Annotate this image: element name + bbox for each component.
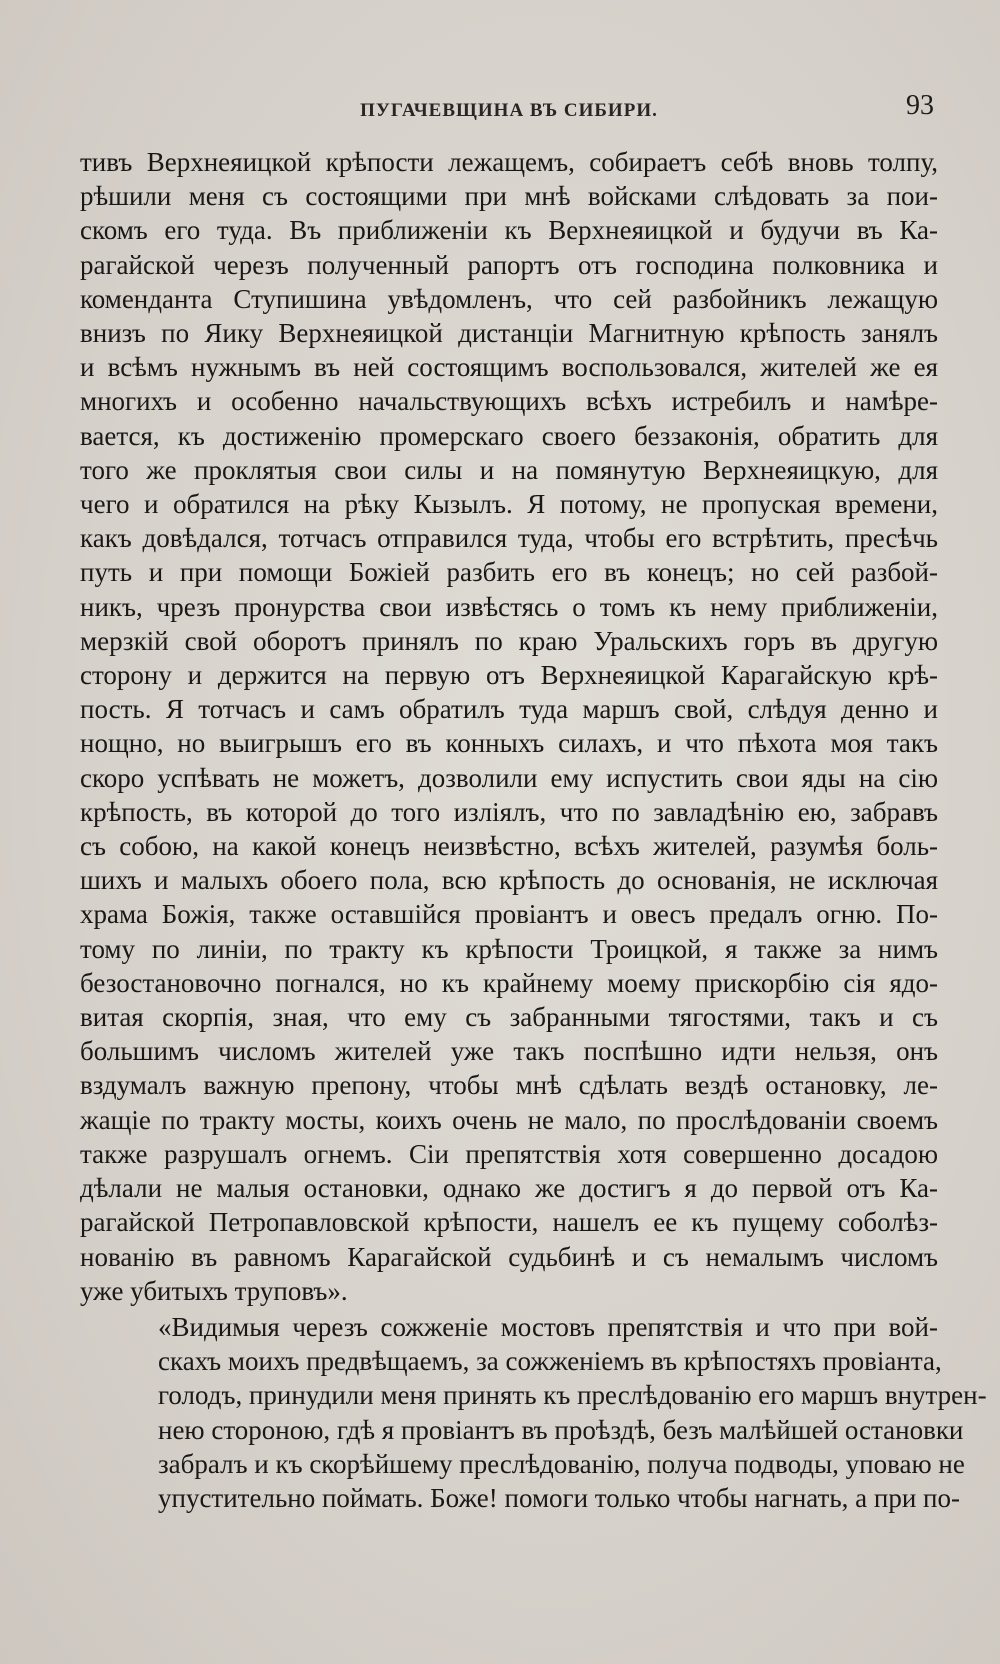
text-line: витая скорпія, зная, что ему съ забранными тягостями, такъ и съ — [80, 1002, 938, 1033]
text-line: коменданта Ступишина увѣдомленъ, что сей разбойникъ лежащую — [80, 283, 938, 314]
text-line: забралъ и къ скорѣйшему преслѣдованію, получа подводы, уповаю не — [158, 1448, 965, 1479]
text-line: мерзкій свой оборотъ принялъ по краю Уральскихъ горъ въ другую — [80, 625, 938, 656]
text-line: съ собою, на какой конецъ неизвѣстно, всѣхъ жителей, разумѣя боль- — [80, 831, 938, 862]
text-line: многихъ и особенно начальствующихъ всѣхъ истребилъ и намѣре- — [80, 386, 938, 417]
page-header — [80, 90, 938, 134]
text-line: никъ, чрезъ пронурства свои извѣстясь о томъ къ нему приближеніи, — [80, 591, 938, 622]
text-line: также разрушалъ огнемъ. Сіи препятствія хотя совершенно досадою — [80, 1138, 938, 1169]
paragraph-2 — [80, 1310, 987, 1515]
text-line: вздумалъ важную препону, чтобы мнѣ сдѣлать вездѣ остановку, ле- — [80, 1070, 938, 1101]
text-line: путь и при помощи Божіей разбить его въ конецъ; но сей разбой- — [80, 557, 938, 588]
text-line: рагайской Петропавловской крѣпости, нашелъ ее къ пущему соболѣз- — [80, 1207, 938, 1238]
text-line: безостановочно погнался, но къ крайнему моему прискорбію сія ядо- — [80, 967, 938, 998]
text-line: чего и обратился на рѣку Кызылъ. Я потому, не пропуская времени, — [80, 489, 938, 520]
text-line: тому по линіи, по тракту къ крѣпости Троицкой, я также за нимъ — [80, 933, 938, 964]
text-line: нованію въ равномъ Карагайской судьбинѣ и съ немалымъ числомъ — [80, 1241, 938, 1272]
text-line: того же проклятыя свои силы и на помянутую Верхнеяицкую, для — [80, 454, 938, 485]
text-line: нею стороною, гдѣ я провіантъ въ проѣздѣ, безъ малѣйшей остановки — [158, 1414, 964, 1445]
page-number: 93 — [906, 90, 934, 121]
paragraph-1 — [80, 145, 938, 1308]
text-line: дѣлали не малыя остановки, однако же достигъ я до первой отъ Ка- — [80, 1173, 938, 1204]
text-line: пость. Я тотчасъ и самъ обратилъ туда маршъ свой, слѣдуя денно и — [80, 694, 938, 725]
text-line: внизъ по Яику Верхнеяицкой дистанціи Магнитную крѣпость занялъ — [80, 318, 938, 349]
body-text — [80, 145, 987, 1515]
text-line: скахъ моихъ предвѣщаемъ, за сожженіемъ въ крѣпостяхъ провіанта, — [158, 1346, 942, 1377]
text-line: крѣпость, въ которой до того изліялъ, что по завладѣнію ею, забравъ — [80, 796, 938, 827]
text-line: «Видимыя черезъ сожженіе мостовъ препятствія и что при вой- — [158, 1311, 938, 1342]
text-line: сторону и держится на первую отъ Верхнеяицкой Карагайскую крѣ- — [80, 660, 938, 691]
text-line: тивъ Верхнеяицкой крѣпости лежащемъ, собираетъ себѣ вновь толпу, — [80, 147, 938, 177]
text-line: скоро успѣвать не можетъ, дозволили ему испустить свои яды на сію — [80, 762, 938, 793]
text-line: рѣшили меня съ состоящими при мнѣ войсками слѣдовать за пои- — [80, 181, 938, 212]
text-line: уже убитыхъ труповъ». — [80, 1275, 348, 1306]
text-line: скомъ его туда. Въ приближеніи къ Верхнеяицкой и будучи въ Ка- — [80, 215, 938, 246]
running-title: ПУГАЧЕВЩИНА ВЪ СИБИРИ. — [360, 100, 658, 121]
text-line: рагайской черезъ полученный рапортъ отъ господина полковника и — [80, 249, 938, 280]
text-line: шихъ и малыхъ обоего пола, всю крѣпость до основанія, не исключая — [80, 865, 938, 896]
text-line: какъ довѣдался, тотчасъ отправился туда, чтобы его встрѣтить, пресѣчь — [80, 523, 938, 554]
text-line: голодъ, принудили меня принять къ преслѣдованію его маршъ внутрен- — [158, 1380, 987, 1411]
text-line: большимъ числомъ жителей уже такъ поспѣшно идти нельзя, онъ — [80, 1036, 938, 1067]
text-line: жащіе по тракту мосты, коихъ очень не мало, по прослѣдованіи своемъ — [80, 1104, 938, 1135]
text-line: и всѣмъ нужнымъ въ ней состоящимъ воспользовался, жителей же ея — [80, 352, 938, 383]
text-line: упустительно поймать. Боже! помоги только чтобы нагнать, а при по- — [158, 1482, 960, 1513]
text-line: нощно, но выигрышъ его въ конныхъ силахъ, и что пѣхота моя такъ — [80, 728, 938, 759]
text-line: вается, къ достиженію промерскаго своего беззаконія, обратить для — [80, 420, 938, 451]
text-line: храма Божія, также оставшійся провіантъ и овесъ предалъ огню. По- — [80, 899, 938, 930]
